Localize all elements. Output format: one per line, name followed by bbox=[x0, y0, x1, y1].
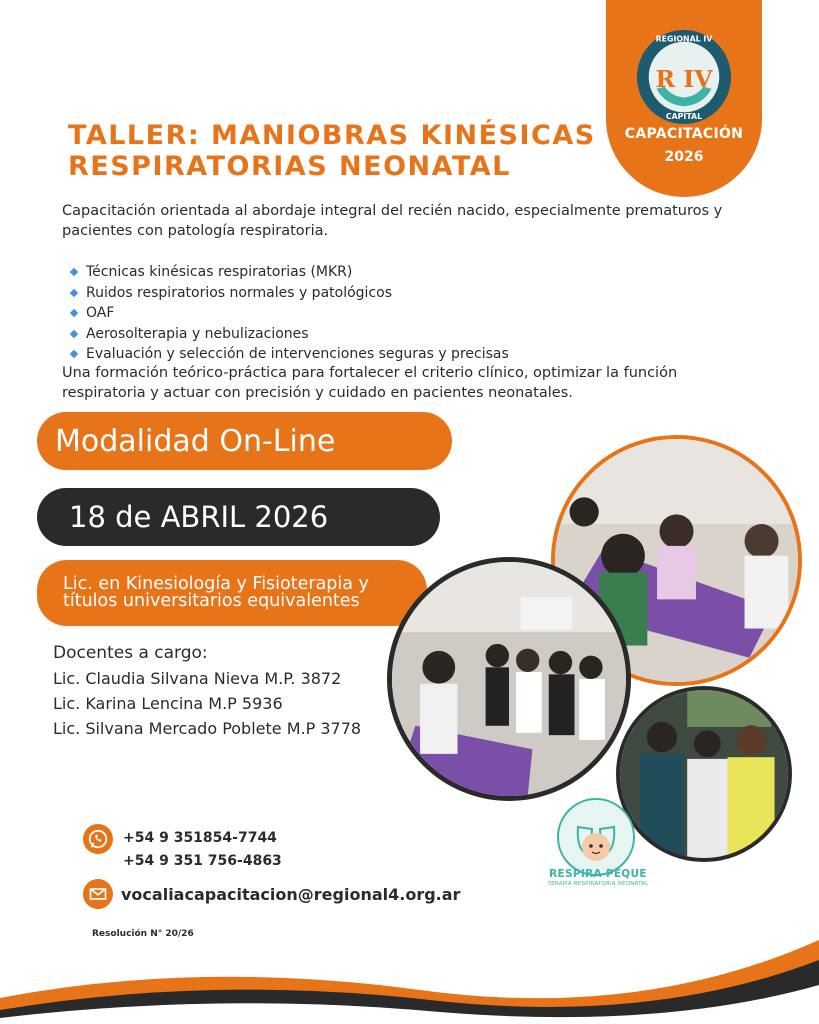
resolution-number: Resolución N° 20/26 bbox=[92, 929, 194, 939]
page-title bbox=[68, 120, 598, 182]
diamond-bullet-icon bbox=[70, 329, 78, 337]
date-banner: 18 de ABRIL 2026 bbox=[37, 488, 440, 546]
modality-banner: Modalidad On-Line bbox=[37, 412, 452, 470]
svg-text:CAPITAL: CAPITAL bbox=[665, 112, 703, 122]
list-item: Ruidos respiratorios normales y patológicos bbox=[70, 283, 670, 304]
list-item: Aerosolterapia y nebulizaciones bbox=[70, 324, 670, 345]
docentes-photo bbox=[616, 686, 792, 862]
diamond-bullet-icon bbox=[70, 309, 78, 317]
respira-peque-name: RESPIRA PEQUE bbox=[549, 868, 647, 880]
degree-banner bbox=[37, 560, 427, 626]
degree-line-2: títulos universitarios equivalentes bbox=[63, 591, 360, 611]
phone-number[interactable]: +54 9 351854-7744 bbox=[123, 830, 277, 846]
docentes-section bbox=[53, 641, 393, 741]
list-item: OAF bbox=[70, 303, 670, 324]
svg-text:R IV: R IV bbox=[655, 64, 713, 93]
docente-name: Lic. Claudia Silvana Nieva M.P. 3872 bbox=[53, 669, 342, 688]
badge-line-2: 2026 bbox=[664, 149, 704, 165]
footer-waves bbox=[0, 900, 819, 1024]
docentes-heading: Docentes a cargo: bbox=[53, 643, 208, 663]
whatsapp-icon bbox=[83, 824, 113, 854]
respira-peque-subtitle: TERAPIA RESPIRATORIA NEONATAL bbox=[547, 881, 649, 887]
title-line-2: RESPIRATORIAS NEONATAL bbox=[68, 151, 511, 182]
regional-iv-logo bbox=[635, 28, 733, 126]
email-address[interactable]: vocaliacapacitacion@regional4.org.ar bbox=[121, 885, 461, 904]
intro-text: Capacitación orientada al abordaje integral del recién nacido, especialmente prematuros y pacientes con patología respiratoria. bbox=[62, 203, 723, 239]
diamond-bullet-icon bbox=[70, 268, 78, 276]
closing-text: Una formación teórico-práctica para fortalecer el criterio clínico, optimizar la función respiratoria y actuar con precisión y cuidado en pacientes neonatales. bbox=[62, 365, 678, 401]
respira-peque-logo bbox=[556, 797, 636, 877]
phone-number[interactable]: +54 9 351 756-4863 bbox=[123, 853, 282, 869]
svg-text:REGIONAL IV: REGIONAL IV bbox=[655, 34, 713, 44]
degree-line-1: Lic. en Kinesiología y Fisioterapia y bbox=[63, 574, 369, 594]
capacitacion-badge bbox=[606, 0, 762, 197]
title-line-1: TALLER: MANIOBRAS KINÉSICAS bbox=[68, 120, 596, 151]
list-item: Técnicas kinésicas respiratorias (MKR) bbox=[70, 262, 670, 283]
list-item: Evaluación y selección de intervenciones seguras y precisas bbox=[70, 344, 670, 365]
docente-name: Lic. Karina Lencina M.P 5936 bbox=[53, 694, 283, 713]
topics-list bbox=[70, 262, 670, 365]
badge-line-1: CAPACITACIÓN bbox=[624, 126, 744, 142]
diamond-bullet-icon bbox=[70, 350, 78, 358]
docente-name: Lic. Silvana Mercado Poblete M.P 3778 bbox=[53, 719, 362, 738]
workshop-photo-2 bbox=[387, 557, 631, 801]
diamond-bullet-icon bbox=[70, 288, 78, 296]
